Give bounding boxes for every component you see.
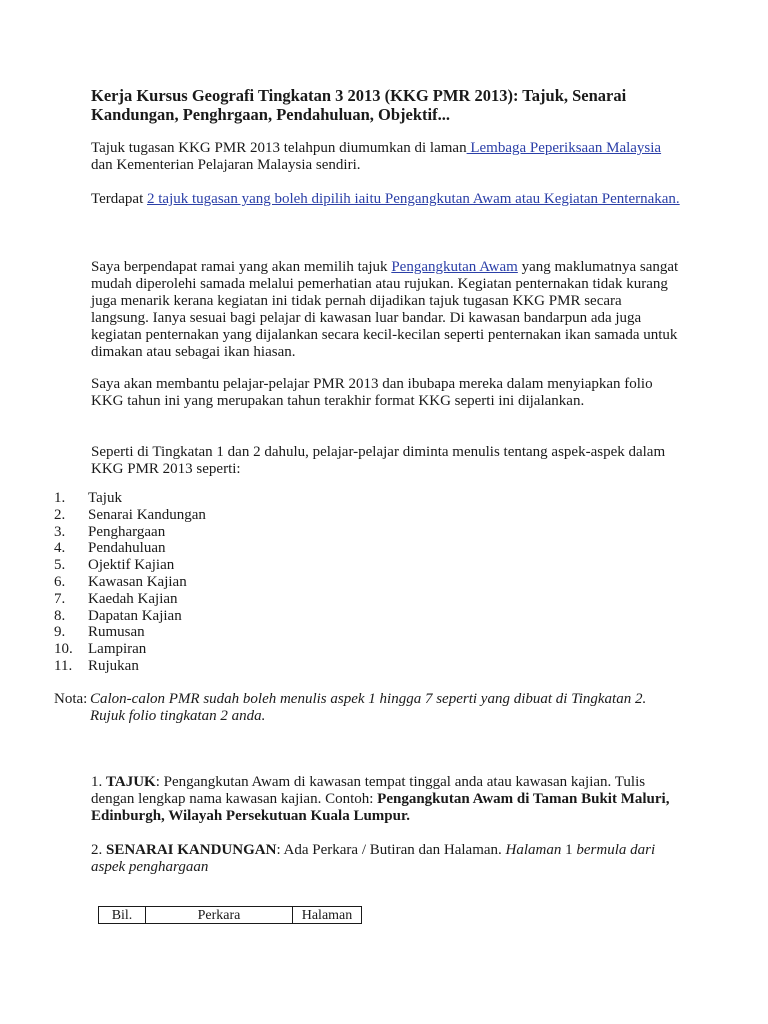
senarai-ital-rest: bermula dari aspek penghargaan bbox=[91, 842, 656, 875]
list-item bbox=[54, 608, 206, 625]
list-item-label: Kaedah Kajian bbox=[88, 590, 178, 607]
senarai-paragraph bbox=[91, 842, 671, 876]
intro-text-end: dan Kementerian Pelajaran Malaysia sendiri. bbox=[91, 157, 361, 173]
help-paragraph: Saya akan membantu pelajar-pelajar PMR 2013 dan ibubapa mereka dalam menyiapkan folio KKG tahun ini yang merupakan tahun terakhir format KKG seperti ini dijalankan. bbox=[91, 376, 653, 409]
list-item-number: 11. bbox=[54, 657, 73, 674]
senarai-num: 1 bbox=[561, 842, 577, 858]
senarai-ital-halaman: Halaman bbox=[505, 842, 562, 858]
opinion-text: Saya berpendapat ramai yang akan memilih tajuk bbox=[91, 259, 392, 275]
list-item-number: 4. bbox=[54, 540, 66, 557]
senarai-prefix: 2. bbox=[91, 842, 106, 858]
list-item-label: Kawasan Kajian bbox=[88, 573, 187, 590]
list-item-label: Pendahuluan bbox=[88, 540, 166, 557]
list-item-label: Lampiran bbox=[88, 641, 147, 658]
list-item-number: 5. bbox=[54, 557, 66, 574]
list-item-number: 7. bbox=[54, 590, 66, 607]
tajuk-text: : Pengangkutan Awam di kawasan tempat tinggal anda atau kawasan kajian. Tulis dengan lengkap nama kawasan kajian. Contoh: bbox=[91, 774, 646, 807]
aspects-list bbox=[54, 490, 206, 675]
list-item-number: 8. bbox=[54, 607, 66, 624]
list-item-label: Senarai Kandungan bbox=[88, 506, 206, 523]
opinion-paragraph bbox=[91, 259, 681, 361]
list-item-label: Tajuk bbox=[88, 490, 122, 506]
nota-line-2: Rujuk folio tingkatan 2 anda. bbox=[90, 708, 266, 724]
header-halaman: Halaman bbox=[293, 907, 362, 924]
list-item-label: Dapatan Kajian bbox=[88, 607, 182, 624]
list-item-number: 3. bbox=[54, 523, 66, 540]
tajuk-paragraph bbox=[91, 774, 671, 825]
list-item-label: Penghargaan bbox=[88, 523, 166, 540]
list-item bbox=[54, 490, 206, 507]
list-item bbox=[54, 624, 206, 641]
nota-block bbox=[54, 691, 694, 725]
list-item bbox=[54, 507, 206, 524]
senarai-heading: SENARAI KANDUNGAN bbox=[106, 842, 277, 858]
list-item bbox=[54, 658, 206, 675]
pengangkutan-awam-link[interactable]: Pengangkutan Awam bbox=[391, 259, 518, 275]
contents-table-header-row bbox=[99, 907, 362, 924]
nota-label: Nota: bbox=[54, 691, 88, 707]
list-item bbox=[54, 574, 206, 591]
list-item-label: Rujukan bbox=[88, 657, 139, 674]
intro-paragraph bbox=[91, 140, 681, 174]
contents-table bbox=[98, 906, 362, 924]
header-bil: Bil. bbox=[99, 907, 146, 924]
opinion-text-end: yang maklumatnya sangat mudah diperolehi samada melalui pemerhatian atau rujukan. Kegiatan penternakan tidak kurang juga menarik kerana kegiatan ini tidak pernah dijadikan tajuk tugasan KKG PMR secara langsung. Ianya sesuai bagi pelajar di kawasan luar bandar. Di kawasan bandarpun ada juga kegiatan penternakan yang dijalankan secara kecil-kecilan seperti penternakan ikan samada untuk dimakan atau sebagai ikan hiasan. bbox=[91, 259, 679, 360]
topics-link[interactable]: 2 tajuk tugasan yang boleh dipilih iaitu Pengangkutan Awam atau Kegiatan Penternakan. bbox=[147, 191, 680, 207]
list-item-label: Ojektif Kajian bbox=[88, 557, 175, 574]
list-item bbox=[54, 591, 206, 608]
senarai-text: : Ada Perkara / Butiran dan Halaman. bbox=[276, 842, 506, 858]
list-item-number: 6. bbox=[54, 573, 66, 590]
list-item bbox=[54, 524, 206, 541]
list-item bbox=[54, 540, 206, 557]
tajuk-prefix: 1. bbox=[91, 774, 106, 790]
header-perkara: Perkara bbox=[146, 907, 293, 924]
aspects-intro-paragraph: Seperti di Tingkatan 1 dan 2 dahulu, pelajar-pelajar diminta menulis tentang aspek-aspek dalam KKG PMR 2013 seperti: bbox=[91, 444, 666, 477]
list-item bbox=[54, 557, 206, 574]
list-item-number: 2. bbox=[54, 506, 66, 523]
tajuk-heading: TAJUK bbox=[106, 774, 156, 790]
list-item-number: 9. bbox=[54, 624, 66, 641]
list-item-number: 1. bbox=[54, 490, 66, 506]
intro-text: Tajuk tugasan KKG PMR 2013 telahpun diumumkan di laman bbox=[91, 140, 467, 156]
topics-text: Terdapat bbox=[91, 191, 148, 207]
list-item-number: 10. bbox=[54, 641, 73, 658]
tajuk-example: Pengangkutan Awam di Taman Bukit Maluri, Edinburgh, Wilayah Persekutuan Kuala Lumpur. bbox=[91, 791, 670, 824]
page-title: Kerja Kursus Geografi Tingkatan 3 2013 (KKG PMR 2013): Tajuk, Senarai Kandungan, Penghrgaan, Pendahuluan, Objektif... bbox=[91, 86, 627, 124]
lembaga-peperiksaan-link[interactable]: Lembaga Peperiksaan Malaysia bbox=[466, 140, 662, 156]
list-item-label: Rumusan bbox=[88, 624, 145, 641]
list-item bbox=[54, 641, 206, 658]
nota-line-1: Calon-calon PMR sudah boleh menulis aspek 1 hingga 7 seperti yang dibuat di Tingkatan 2. bbox=[90, 691, 647, 707]
topics-paragraph bbox=[91, 191, 681, 208]
